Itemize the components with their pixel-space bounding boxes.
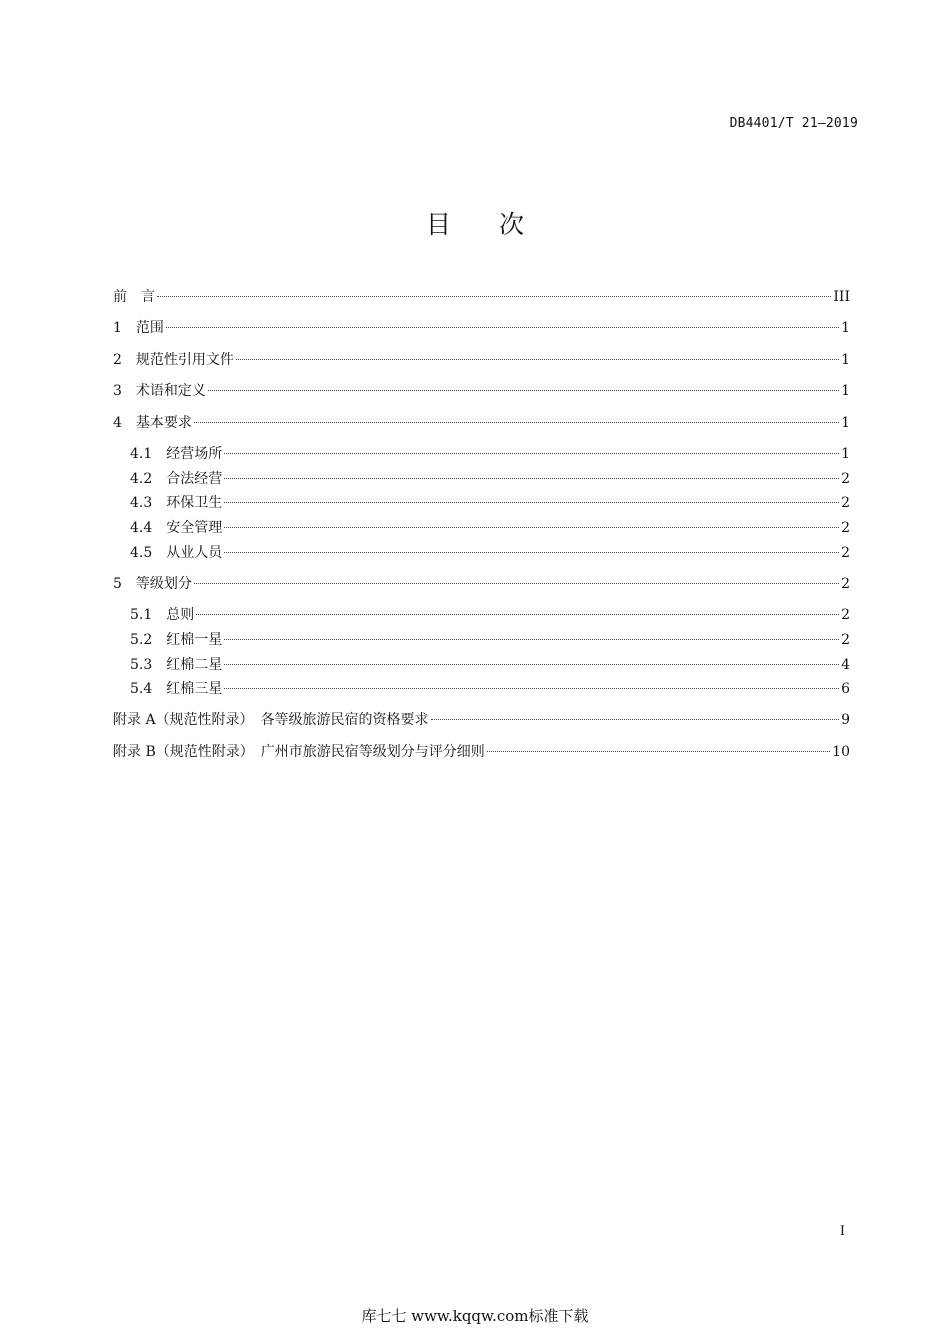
toc-dot-leader <box>224 453 839 454</box>
toc-entry[interactable] <box>113 412 850 434</box>
toc-entry-page: 1 <box>841 415 850 431</box>
toc-dot-leader <box>194 422 839 423</box>
toc-entry-page: 6 <box>841 681 850 697</box>
toc-dot-leader <box>208 390 839 391</box>
title-char-1: 目 <box>425 210 451 239</box>
toc-dot-leader <box>487 751 830 752</box>
toc-entry-label: 基本要求 <box>135 415 192 431</box>
toc-dot-leader <box>224 527 839 528</box>
toc-dot-leader <box>224 688 839 689</box>
toc-entry-page: 2 <box>841 632 850 648</box>
toc-entry[interactable] <box>113 741 850 763</box>
toc-entry-number: 附录 B（规范性附录） <box>113 744 261 760</box>
toc-entry-label: 各等级旅游民宿的资格要求 <box>260 712 429 728</box>
toc-entry-label: 合法经营 <box>166 471 223 487</box>
toc-entry[interactable] <box>113 380 850 402</box>
toc-entry-number: 5.4 <box>130 681 167 697</box>
toc-entry-page: III <box>833 289 850 305</box>
toc-dot-leader <box>166 327 839 328</box>
toc-entry[interactable] <box>113 709 850 731</box>
toc-entry-label: 红棉三星 <box>166 681 223 697</box>
toc-entry[interactable] <box>130 654 850 676</box>
toc-entry-number: 5.3 <box>130 657 167 673</box>
toc-entry-page: 1 <box>841 383 850 399</box>
toc-entry-page: 1 <box>841 320 850 336</box>
toc-entry-page: 2 <box>841 576 850 592</box>
toc-entry-page: 2 <box>841 545 850 561</box>
toc-dot-leader <box>224 552 839 553</box>
toc-entry-page: 10 <box>832 744 850 760</box>
toc-entry-number: 4.1 <box>130 446 167 462</box>
toc-entry[interactable] <box>113 573 850 595</box>
toc-entry[interactable] <box>130 517 850 539</box>
toc-entry[interactable] <box>130 492 850 514</box>
toc-entry[interactable] <box>130 604 850 626</box>
title-char-2: 次 <box>499 210 525 239</box>
toc-entry-number: 5.1 <box>130 607 167 623</box>
toc-entry-number: 附录 A（规范性附录） <box>113 712 261 728</box>
toc-entry-page: 1 <box>841 446 850 462</box>
toc-entry-page: 2 <box>841 495 850 511</box>
toc-entry-number: 4 <box>113 415 136 431</box>
toc-entry-label: 总则 <box>166 607 195 623</box>
page-number: I <box>839 1224 845 1239</box>
toc-dot-leader <box>224 502 839 503</box>
toc-entry-label: 环保卫生 <box>166 495 223 511</box>
toc-entry-label: 红棉一星 <box>166 632 223 648</box>
toc-entry-number: 1 <box>113 320 136 336</box>
toc-entry-number: 4.4 <box>130 520 167 536</box>
toc-dot-leader <box>224 639 839 640</box>
toc-entry-label: 经营场所 <box>166 446 223 462</box>
toc-entry-label: 规范性引用文件 <box>135 352 234 368</box>
toc-entry-page: 2 <box>841 520 850 536</box>
toc-entry-label: 术语和定义 <box>135 383 206 399</box>
toc-dot-leader <box>236 359 839 360</box>
toc-entry[interactable] <box>130 629 850 651</box>
toc-entry-label: 红棉二星 <box>166 657 223 673</box>
toc-entry-number: 2 <box>113 352 136 368</box>
toc-entry-label: 广州市旅游民宿等级划分与评分细则 <box>260 744 485 760</box>
toc-dot-leader <box>157 296 831 297</box>
toc-entry-label: 范围 <box>135 320 164 336</box>
document-code: DB4401/T 21—2019 <box>729 116 858 131</box>
toc-entry-label: 等级划分 <box>135 576 192 592</box>
toc-entry[interactable] <box>130 443 850 465</box>
footer-watermark: 库七七 www.kqqw.com标准下载 <box>361 1307 589 1325</box>
toc-entry[interactable] <box>130 468 850 490</box>
toc-entry[interactable] <box>113 317 850 339</box>
toc-entry-page: 2 <box>841 607 850 623</box>
toc-dot-leader <box>431 719 840 720</box>
toc-entry-number: 3 <box>113 383 136 399</box>
toc-dot-leader <box>196 614 839 615</box>
toc-entry-page: 2 <box>841 471 850 487</box>
toc-entry-number: 5.2 <box>130 632 167 648</box>
toc-entry-number: 4.3 <box>130 495 167 511</box>
toc-dot-leader <box>224 478 839 479</box>
toc-dot-leader <box>224 664 839 665</box>
toc-entry-number: 5 <box>113 576 136 592</box>
toc-entry-label: 从业人员 <box>166 545 223 561</box>
toc-entry[interactable] <box>130 678 850 700</box>
toc-entry-label: 言 <box>141 289 155 305</box>
toc-entry-label: 安全管理 <box>166 520 223 536</box>
toc-entry-page: 9 <box>841 712 850 728</box>
toc-entry[interactable] <box>113 349 850 371</box>
toc-entry-number: 4.2 <box>130 471 167 487</box>
toc-entry-number: 4.5 <box>130 545 167 561</box>
toc-entry-page: 1 <box>841 352 850 368</box>
toc-dot-leader <box>194 583 839 584</box>
page-title <box>0 205 950 241</box>
toc-entry-number: 前 <box>113 289 141 305</box>
toc-entry[interactable] <box>130 542 850 564</box>
toc-entry-page: 4 <box>841 657 850 673</box>
toc-entry[interactable] <box>113 286 850 308</box>
